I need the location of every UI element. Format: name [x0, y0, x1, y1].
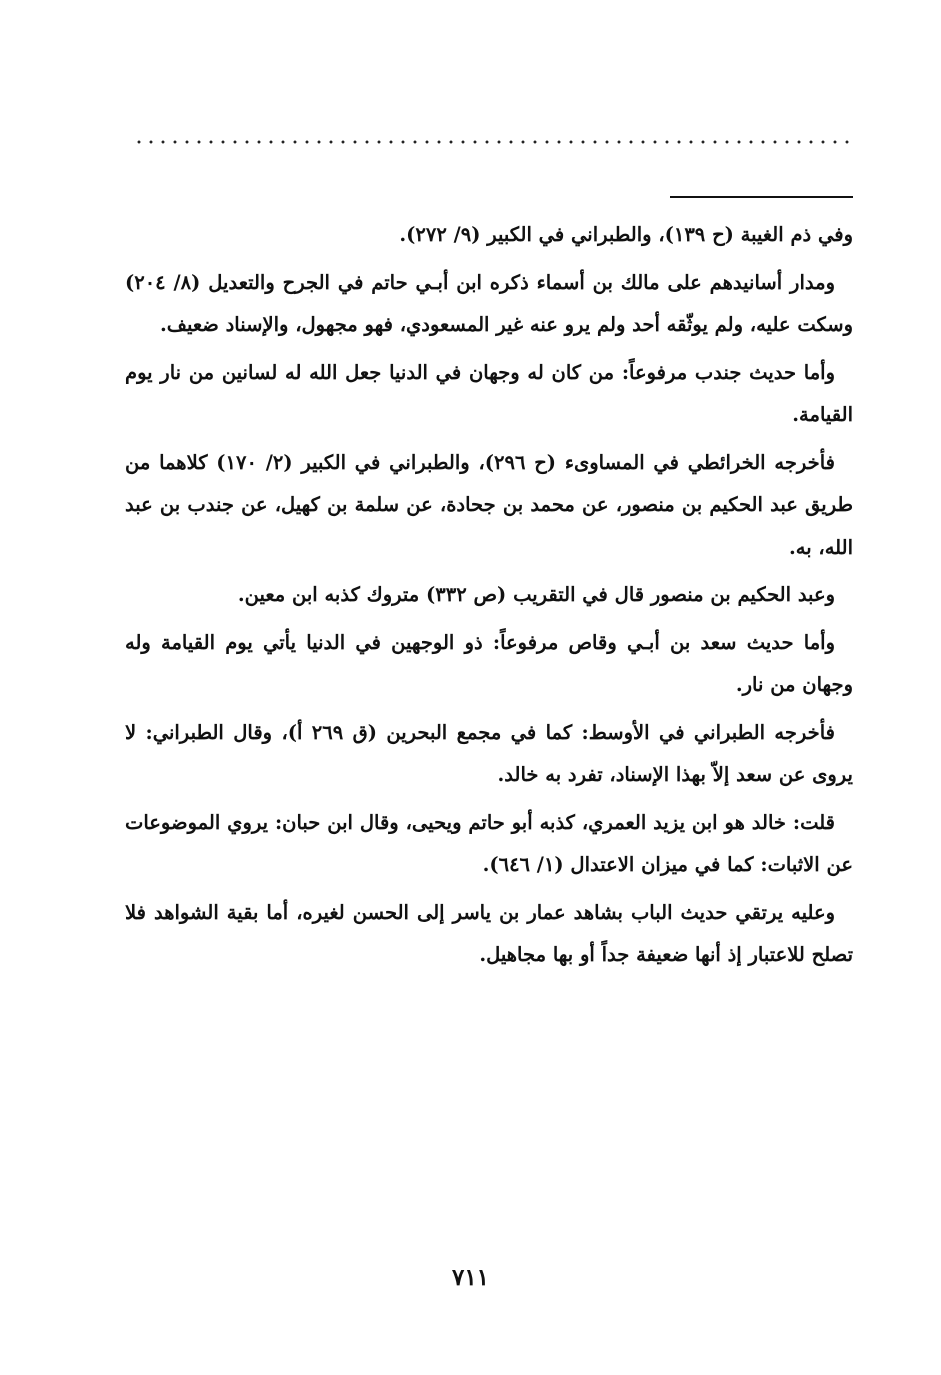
page-number: ٧١١ [451, 1264, 490, 1291]
paragraph: فأخرجه الطبراني في الأوسط: كما في مجمع البحرين (ق ٢٦٩ أ)، وقال الطبراني: لا يروى عن سعد إلاّ بهذا الإسناد، تفرد به خالد. [125, 720, 853, 786]
paragraph: وفي ذم الغيبة (ح ١٣٩)، والطبراني في الكبير (٩/ ٢٧٢). [399, 223, 853, 246]
paragraph: ومدار أسانيدهم على مالك بن أسماء ذكره ابن أبـي حاتم في الجرح والتعديل (٨/ ٢٠٤) وسكت عليه، ولم يوثّقه أحد ولم يرو عنه غير المسعودي، فهو مجهول، والإسناد ضعيف. [125, 270, 853, 336]
paragraph: وعليه يرتقي حديث الباب بشاهد عمار بن ياسر إلى الحسن لغيره، أما بقية الشواهد فلا تصلح للاعتبار إذ أنها ضعيفة جداً أو بها مجاهيل. [125, 900, 853, 966]
paragraph: وأما حديث سعد بن أبـي وقاص مرفوعاً: ذو الوجهين في الدنيا يأتي يوم القيامة وله وجهان من نار. [125, 630, 853, 696]
paragraph: فأخرجه الخرائطي في المساوىء (ح ٢٩٦)، والطبراني في الكبير (٢/ ١٧٠) كلاهما من طريق عبد الحكيم بن منصور، عن محمد بن جحادة، عن سلمة بن كهيل، عن جندب بن عبد الله، به. [125, 450, 853, 559]
paragraph-body: خالد هو ابن يزيد العمري، كذبه أبو حاتم ويحيى، وقال ابن حبان: يروي الموضوعات عن الاثبات: كما في ميزان الاعتدال (١/ ٦٤٦). [125, 810, 853, 876]
paragraph: وعبد الحكيم بن منصور قال في التقريب (ص ٣٣٢) متروك كذبه ابن معين. [237, 583, 835, 606]
footnote-separator-line [670, 196, 853, 198]
paragraph-lead-word: قلت: [792, 810, 835, 834]
dotted-separator [133, 140, 853, 144]
paragraph: وأما حديث جندب مرفوعاً: من كان له وجهان في الدنيا جعل الله له لسانين من نار يوم القيامة. [125, 360, 853, 426]
footnote-text [125, 214, 853, 982]
paragraph [125, 802, 853, 887]
